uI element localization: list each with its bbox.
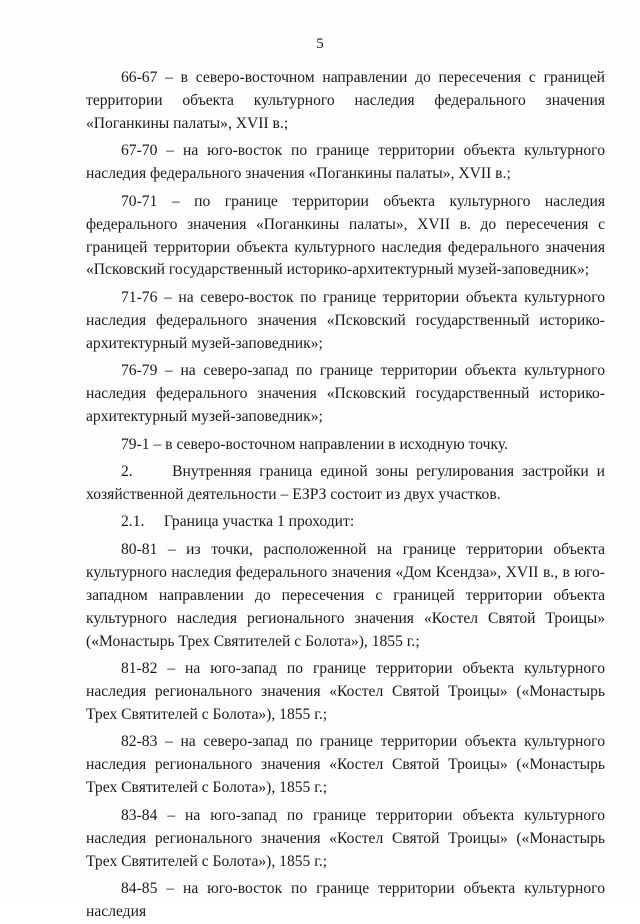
page-number: 5: [316, 36, 324, 52]
document-body: [86, 67, 609, 924]
paragraph-boundary-83-84: 83-84 – на юго-запад по границе территории объекта культурного наследия регионального значения «Костел Святой Троицы» («Монастырь Трех Святителей с Болота»), 1855 г.;: [86, 806, 605, 870]
paragraph-boundary-84-85: 84-85 – на юго-восток по границе территории объекта культурного наследия: [86, 880, 605, 920]
paragraph-section-2-1: 2.1. Граница участка 1 проходит:: [121, 513, 355, 531]
paragraph-boundary-71-76: 71-76 – на северо-восток по границе территории объекта культурного наследия федерального значения «Псковский государственный историко-архитектурный музей-заповедник»;: [86, 288, 605, 352]
paragraph-boundary-76-79: 76-79 – на северо-запад по границе территории объекта культурного наследия федерального значения «Псковский государственный историко-архитектурный музей-заповедник»;: [86, 362, 605, 426]
paragraph-section-2: 2. Внутренняя граница единой зоны регулирования застройки и хозяйственной деятельности – ЕЗРЗ состоит из двух участков.: [86, 463, 609, 503]
paragraph-boundary-67-70: 67-70 – на юго-восток по границе территории объекта культурного наследия федерального значения «Поганкины палаты», XVII в.;: [86, 142, 605, 183]
paragraph-boundary-80-81: 80-81 – из точки, расположенной на границе территории объекта культурного наследия федерального значения «Дом Ксендза», XVII в., в юго-западном направлении до пересечения с границей территории объекта культурного наследия регионального значения «Костел Святой Троицы» («Монастырь Трех Святителей с Болота»), 1855 г.;: [86, 540, 605, 650]
paragraph-boundary-82-83: 82-83 – на северо-запад по границе территории объекта культурного наследия регионального значения «Костел Святой Троицы» («Монастырь Трех Святителей с Болота»), 1855 г.;: [86, 733, 605, 797]
paragraph-boundary-79-1: 79-1 – в северо-восточном направлении в исходную точку.: [121, 435, 509, 453]
paragraph-boundary-66-67: 66-67 – в северо-восточном направлении до пересечения с границей территории объекта культурного наследия федерального значения «Поганкины палаты», XVII в.;: [86, 69, 605, 132]
paragraph-boundary-81-82: 81-82 – на юго-запад по границе территории объекта культурного наследия регионального значения «Костел Святой Троицы» («Монастырь Трех Святителей с Болота»), 1855 г.;: [86, 660, 605, 723]
paragraph-boundary-70-71: 70-71 – по границе территории объекта культурного наследия федерального значения «Поганкины палаты», XVII в. до пересечения с границей территории объекта культурного наследия федерального значения «Псковский государственный историко-архитектурный музей-заповедник»;: [86, 192, 605, 279]
